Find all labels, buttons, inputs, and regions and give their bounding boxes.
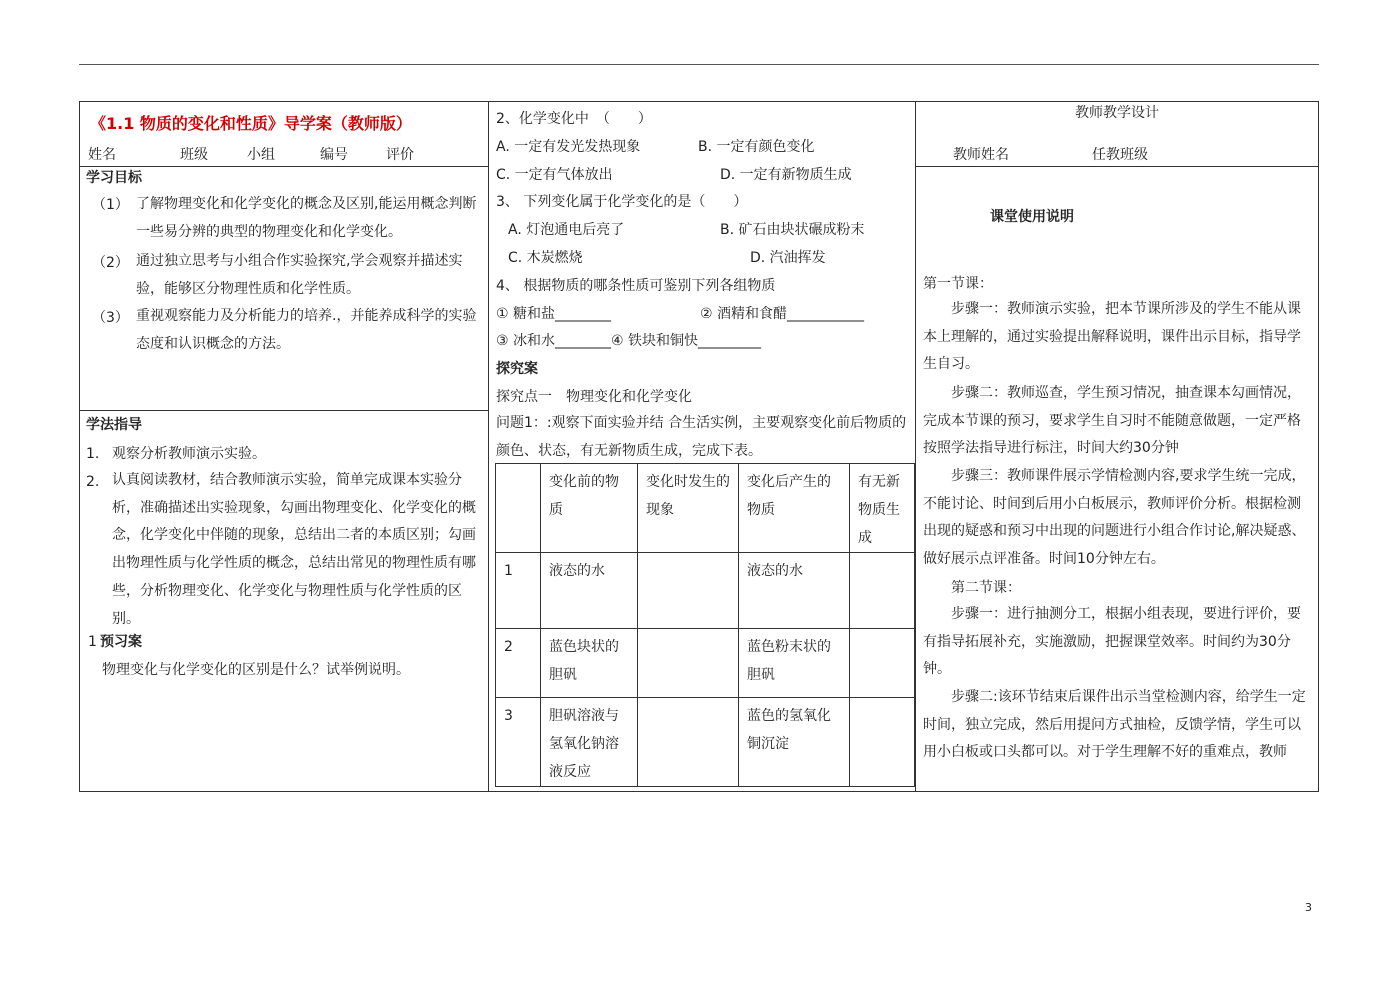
column-divider-right — [915, 102, 916, 791]
table-header-cell: 变化时发生的现象 — [638, 464, 739, 553]
lesson1-step3: 步骤三：教师课件展示学情检测内容,要求学生统一完成，不能讨论、时间到后用小白板展示，教师评价分析。根据检测出现的疑惑和预习中出现的问题进行小组合作讨论,解决疑惑、做好展示点评准备。时间10分钟左右。 — [923, 468, 1306, 568]
field-class-label: 班级 — [180, 147, 208, 163]
q3-option-c: C. 木炭燃烧 — [508, 250, 583, 266]
table-cell: 胆矾溶液与氢氧化钠溶液反应 — [541, 698, 638, 787]
table-cell[interactable] — [850, 553, 915, 629]
goal-number: （2） — [92, 255, 129, 271]
table-cell: 液态的水 — [739, 553, 850, 629]
table-header-cell: 有无新物质生成 — [850, 464, 915, 553]
goal-text: 重视观察能力及分析能力的培养.，并能养成科学的实验态度和认识概念的方法。 — [136, 308, 477, 352]
section-2-label: 第二节课： — [951, 580, 1021, 596]
left-header-rule — [80, 166, 488, 167]
right-header-rule — [915, 166, 1318, 167]
teacher-design-heading: 教师教学设计 — [1075, 105, 1159, 121]
table-cell[interactable] — [638, 629, 739, 698]
goal-number: （3） — [92, 310, 129, 326]
field-name-label: 姓名 — [88, 147, 116, 163]
table-cell: 蓝色块状的胆矾 — [541, 629, 638, 698]
field-score-label: 评价 — [386, 147, 414, 163]
q4-item-2: ② 酒精和食醋___________ — [700, 306, 865, 322]
method-heading: 学法指导 — [86, 417, 142, 433]
q2-option-b: B. 一定有颜色变化 — [698, 139, 815, 155]
q2-option-c: C. 一定有气体放出 — [496, 167, 613, 183]
table-cell: 1 — [496, 553, 541, 629]
lesson1-step1: 步骤一：教师演示实验，把本节课所涉及的学生不能从课本上理解的，通过实验提出解释说明，课件出示目标，指导学生自习。 — [923, 301, 1301, 373]
header-rule — [79, 64, 1319, 65]
lesson2-step1: 步骤一：进行抽测分工，根据小组表现，要进行评价，要有指导拓展补充，实施激励，把握课堂效率。时间约为30分钟。 — [923, 606, 1301, 678]
table-row — [496, 698, 915, 787]
method-text: 观察分析教师演示实验。 — [112, 446, 266, 462]
page-number: 3 — [1305, 901, 1312, 914]
q4-item-1: ① 糖和盐________ — [496, 306, 612, 322]
explore-heading: 探究案 — [496, 361, 538, 377]
lesson2-step2: 步骤二:该环节结束后课件出示当堂检测内容，给学生一定时间，独立完成，然后用提问方式抽检，反馈学情，学生可以用小白板或口头都可以。对于学生理解不好的重难点，教师 — [923, 689, 1306, 761]
q2-option-d: D. 一定有新物质生成 — [720, 167, 852, 183]
goal-number: （1） — [92, 197, 129, 213]
table-cell[interactable] — [638, 553, 739, 629]
goals-heading: 学习目标 — [86, 170, 142, 186]
field-number-label: 编号 — [320, 147, 348, 163]
q4-item-3-4: ③ 冰和水________④ 铁块和铜快_________ — [496, 333, 762, 349]
table-cell[interactable] — [850, 629, 915, 698]
field-group-label: 小组 — [247, 147, 275, 163]
method-number: 1. — [86, 446, 100, 462]
question-4: 4、 根据物质的哪条性质可鉴别下列各组物质 — [496, 278, 776, 294]
table-header-cell: 变化前的物质 — [541, 464, 638, 553]
observation-table — [495, 463, 915, 787]
method-text: 认真阅读教材，结合教师演示实验，简单完成课本实验分析，准确描述出实验现象，勾画出物理变化、化学变化的概念，化学变化中伴随的现象，总结出二者的本质区别；勾画出物理性质与化学性质的概念，总结出常见的物理性质有哪些，分析物理变化、化学变化与物理性质与化学性质的区别。 — [112, 472, 476, 627]
teacher-name-label: 教师姓名 — [953, 147, 1009, 163]
table-cell[interactable] — [850, 698, 915, 787]
lesson1-step2: 步骤二：教师巡查，学生预习情况，抽查课本勾画情况，完成本节课的预习，要求学生自习时不能随意做题，一定严格按照学法指导进行标注，时间大约30分钟 — [923, 385, 1301, 457]
table-row — [496, 553, 915, 629]
table-cell: 蓝色粉末状的胆矾 — [739, 629, 850, 698]
problem-text: 问题1：:观察下面实验并结 合生活实例，主要观察变化前后物质的颜色、状态，有无新物质生成，完成下表。 — [496, 415, 907, 459]
preview-number: 1 — [88, 634, 97, 650]
usage-heading: 课堂使用说明 — [990, 209, 1074, 225]
left-section-rule — [80, 410, 488, 411]
explore-point: 探究点一 物理变化和化学变化 — [496, 389, 692, 405]
q2-option-a: A. 一定有发光发热现象 — [496, 139, 641, 155]
q3-option-d: D. 汽油挥发 — [750, 250, 826, 266]
preview-question: 物理变化与化学变化的区别是什么？试举例说明。 — [102, 662, 410, 678]
table-cell[interactable] — [638, 698, 739, 787]
goal-text: 通过独立思考与小组合作实验探究,学会观察并描述实验，能够区分物理性质和化学性质。 — [136, 253, 463, 297]
table-header-cell — [496, 464, 541, 553]
table-cell: 3 — [496, 698, 541, 787]
column-divider-left — [488, 102, 489, 791]
section-1-label: 第一节课： — [923, 276, 993, 292]
method-number: 2. — [86, 474, 100, 490]
table-cell: 蓝色的氢氧化铜沉淀 — [739, 698, 850, 787]
question-3: 3、 下列变化属于化学变化的是（ ） — [496, 194, 748, 210]
document-title: 《1.1 物质的变化和性质》导学案（教师版） — [90, 114, 412, 133]
teaching-class-label: 任教班级 — [1092, 147, 1148, 163]
table-cell: 2 — [496, 629, 541, 698]
goal-text: 了解物理变化和化学变化的概念及区别,能运用概念判断一些易分辨的典型的物理变化和化学变化。 — [136, 196, 477, 240]
table-header-cell: 变化后产生的物质 — [739, 464, 850, 553]
question-2: 2、化学变化中 （ ） — [496, 111, 652, 127]
preview-heading: 预习案 — [100, 634, 142, 650]
q3-option-b: B. 矿石由块状碾成粉末 — [720, 222, 865, 238]
table-row — [496, 629, 915, 698]
worksheet-frame — [79, 101, 1319, 792]
table-header-row — [496, 464, 915, 553]
q3-option-a: A. 灯泡通电后亮了 — [508, 222, 625, 238]
table-cell: 液态的水 — [541, 553, 638, 629]
